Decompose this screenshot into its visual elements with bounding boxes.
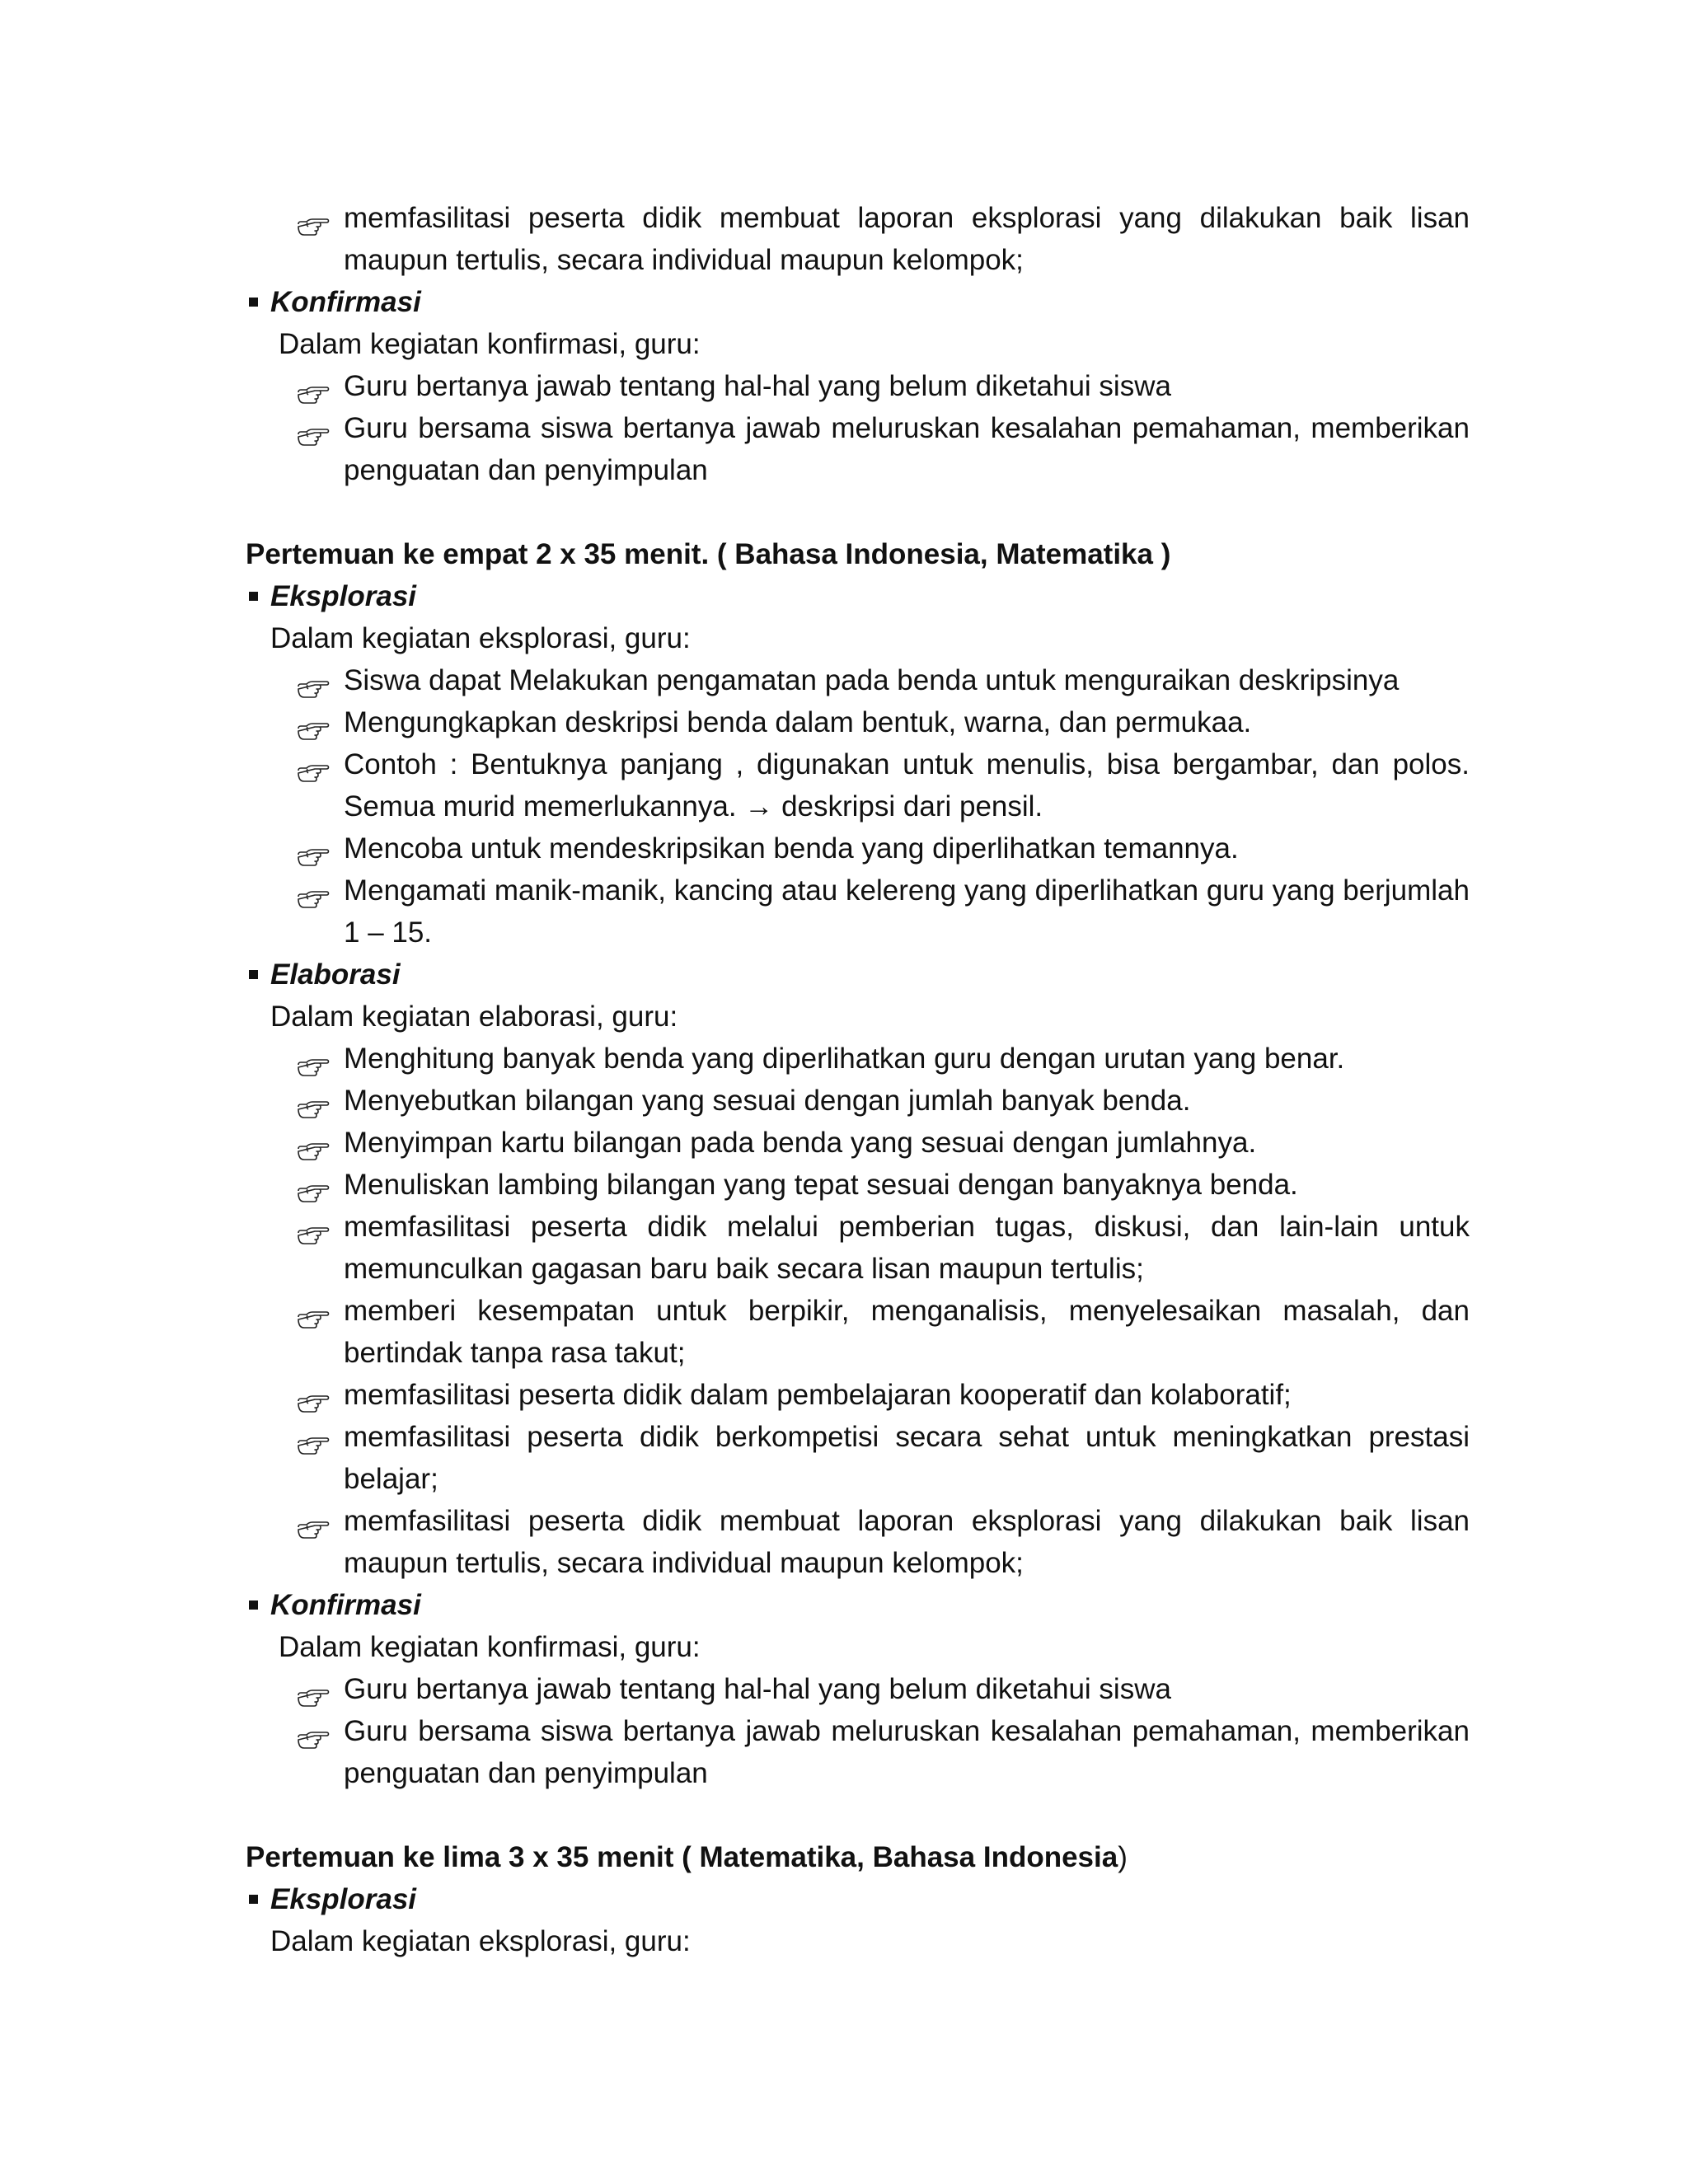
document-body — [246, 197, 1470, 1962]
list-item — [246, 1080, 1470, 1122]
list-item-text: Siswa dapat Melakukan pengamatan pada benda untuk menguraikan deskripsinya — [344, 664, 1400, 696]
pointing-hand-icon — [297, 1509, 330, 1529]
list-item — [246, 869, 1470, 954]
list-item-text-after-arrow: deskripsi dari pensil. — [781, 790, 1043, 823]
list-item — [246, 1374, 1470, 1416]
subheading-text: Konfirmasi — [270, 286, 421, 318]
pointing-hand-icon — [297, 1299, 330, 1319]
pointing-hand-icon — [297, 1677, 330, 1697]
section-subheading — [246, 575, 1470, 617]
meeting-heading-plain: ) — [1118, 1841, 1128, 1873]
subheading-text: Konfirmasi — [270, 1589, 421, 1621]
square-bullet-icon — [249, 1601, 258, 1610]
pointing-hand-icon — [297, 416, 330, 436]
list-item — [246, 701, 1470, 743]
section-intro: Dalam kegiatan eksplorasi, guru: — [270, 622, 691, 654]
pointing-hand-icon — [297, 1425, 330, 1445]
pointing-hand-icon — [297, 206, 330, 226]
pointing-hand-icon — [297, 1173, 330, 1193]
section-intro: Dalam kegiatan konfirmasi, guru: — [279, 328, 701, 360]
square-bullet-icon — [249, 592, 258, 601]
pointing-hand-icon — [297, 374, 330, 394]
list-item-text: memfasilitasi peserta didik membuat laporan eksplorasi yang dilakukan baik lisan maupun tertulis, secara individual maupun kelompok; — [344, 202, 1470, 276]
subheading-text: Eksplorasi — [270, 580, 417, 612]
list-item — [246, 1500, 1470, 1584]
section-intro: Dalam kegiatan eksplorasi, guru: — [270, 1925, 691, 1957]
section-intro: Dalam kegiatan elaborasi, guru: — [270, 1001, 678, 1033]
list-item — [246, 743, 1470, 827]
list-item — [246, 1668, 1470, 1710]
list-item-text: Mengungkapkan deskripsi benda dalam bentuk, warna, dan permukaa. — [344, 706, 1252, 738]
list-item-text: Mengamati manik-manik, kancing atau kelereng yang diperlihatkan guru yang berjumlah 1 – 15. — [344, 874, 1470, 949]
list-item-text: memfasilitasi peserta didik melalui pemberian tugas, diskusi, dan lain-lain untuk memunculkan gagasan baru baik secara lisan maupun tertulis; — [344, 1211, 1470, 1285]
list-item-text: Menghitung banyak benda yang diperlihatkan guru dengan urutan yang benar. — [344, 1043, 1345, 1075]
list-item-text: memfasilitasi peserta didik berkompetisi secara sehat untuk meningkatkan prestasi belajar; — [344, 1421, 1470, 1495]
subheading-text: Eksplorasi — [270, 1883, 417, 1915]
square-bullet-icon — [249, 1895, 258, 1904]
pointing-hand-icon — [297, 1089, 330, 1108]
pointing-hand-icon — [297, 1719, 330, 1739]
pointing-hand-icon — [297, 1215, 330, 1235]
list-item — [246, 1038, 1470, 1080]
square-bullet-icon — [249, 298, 258, 307]
list-item — [246, 1122, 1470, 1164]
list-item-text: Guru bersama siswa bertanya jawab meluruskan kesalahan pemahaman, memberikan penguatan dan penyimpulan — [344, 1715, 1470, 1789]
list-item — [246, 1164, 1470, 1206]
pointing-hand-icon — [297, 1131, 330, 1151]
meeting-heading — [246, 1836, 1470, 1878]
list-item-text: Contoh : Bentuknya panjang , digunakan untuk menulis, bisa bergambar, dan polos. Semua murid memerlukannya. — [344, 748, 1470, 823]
list-item-text: Menuliskan lambing bilangan yang tepat sesuai dengan banyaknya benda. — [344, 1169, 1298, 1201]
pointing-hand-icon — [297, 710, 330, 730]
pointing-hand-icon — [297, 752, 330, 772]
list-item — [246, 659, 1470, 701]
list-item-text: Menyebutkan bilangan yang sesuai dengan jumlah banyak benda. — [344, 1085, 1191, 1117]
section-subheading — [246, 1878, 1470, 1920]
list-item-text: Guru bertanya jawab tentang hal-hal yang belum diketahui siswa — [344, 1673, 1171, 1705]
section-subheading — [246, 954, 1470, 996]
list-item-text: memberi kesempatan untuk berpikir, menganalisis, menyelesaikan masalah, dan bertindak tanpa rasa takut; — [344, 1295, 1470, 1369]
blank-line — [246, 491, 1470, 533]
list-item — [246, 1290, 1470, 1374]
list-item-text: Menyimpan kartu bilangan pada benda yang sesuai dengan jumlahnya. — [344, 1127, 1257, 1159]
list-item — [246, 197, 1470, 281]
pointing-hand-icon — [297, 1383, 330, 1403]
pointing-hand-icon — [297, 668, 330, 688]
list-item-text: Mencoba untuk mendeskripsikan benda yang diperlihatkan temannya. — [344, 832, 1239, 865]
list-item — [246, 365, 1470, 407]
section-intro: Dalam kegiatan konfirmasi, guru: — [279, 1631, 701, 1663]
meeting-heading: Pertemuan ke empat 2 x 35 menit. ( Bahasa Indonesia, Matematika ) — [246, 538, 1171, 570]
arrow-right-icon: → — [744, 790, 774, 823]
list-item-text: Guru bersama siswa bertanya jawab meluruskan kesalahan pemahaman, memberikan penguatan dan penyimpulan — [344, 412, 1470, 486]
pointing-hand-icon — [297, 1047, 330, 1066]
list-item-text: Guru bertanya jawab tentang hal-hal yang belum diketahui siswa — [344, 370, 1171, 402]
list-item — [246, 1206, 1470, 1290]
blank-line — [246, 1794, 1470, 1836]
square-bullet-icon — [249, 970, 258, 979]
list-item — [246, 1416, 1470, 1500]
list-item-text: memfasilitasi peserta didik dalam pembelajaran kooperatif dan kolaboratif; — [344, 1379, 1292, 1411]
list-item — [246, 407, 1470, 491]
list-item — [246, 1710, 1470, 1794]
meeting-heading-bold: Pertemuan ke lima 3 x 35 menit ( Matematika, Bahasa Indonesia — [246, 1841, 1118, 1873]
section-subheading — [246, 281, 1470, 323]
pointing-hand-icon — [297, 837, 330, 856]
pointing-hand-icon — [297, 879, 330, 898]
section-subheading — [246, 1584, 1470, 1626]
subheading-text: Elaborasi — [270, 958, 401, 991]
list-item — [246, 827, 1470, 869]
list-item-text: memfasilitasi peserta didik membuat laporan eksplorasi yang dilakukan baik lisan maupun tertulis, secara individual maupun kelompok; — [344, 1505, 1470, 1579]
